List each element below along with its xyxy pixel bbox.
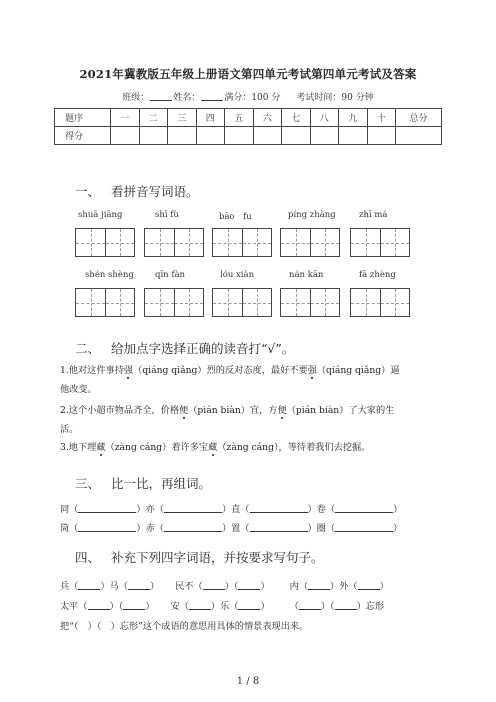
- word-row: 同（ ）亦（ ）直（ ）卷（ ）: [60, 504, 403, 515]
- score-cell: 五: [225, 109, 254, 127]
- answer-blank[interactable]: [335, 601, 357, 610]
- section-title: 比一比，再组词。: [111, 476, 212, 491]
- exam-time: 考试时间：90 分钟: [296, 93, 374, 103]
- score-cell: 九: [339, 109, 368, 127]
- dotted-char: 便: [179, 405, 189, 416]
- score-cell[interactable]: [282, 127, 311, 145]
- section-number: 一、: [75, 184, 101, 199]
- score-cell[interactable]: [168, 127, 197, 145]
- answer-blank[interactable]: [358, 581, 380, 590]
- dotted-char: 强: [307, 365, 317, 376]
- answer-blank[interactable]: [250, 523, 308, 532]
- score-cell[interactable]: [253, 127, 282, 145]
- pinyin-label: shuā jiāng: [78, 210, 123, 220]
- score-cell: 总分: [396, 109, 442, 127]
- dotted-char: 便: [277, 405, 287, 416]
- page-number: 1 / 8: [236, 676, 260, 687]
- score-cell: 二: [139, 109, 168, 127]
- writing-grid[interactable]: [350, 228, 410, 257]
- score-table: [54, 108, 442, 145]
- question-line: 3.地下埋藏（zàng cáng）着许多宝藏（zàng cáng），等待着我们去挖掘。: [60, 442, 371, 453]
- class-label: 班级：: [122, 93, 150, 103]
- page-title: 2021年冀教版五年级上册语文第四单元考试第四单元考试及答案: [79, 67, 417, 81]
- answer-blank[interactable]: [299, 601, 321, 610]
- idiom-row: 太平（ ）（ ） 安（ ）乐（ ） （ ）（ ）忘形: [60, 601, 385, 612]
- question-line: 他改变。: [60, 384, 97, 395]
- writing-grid[interactable]: [75, 228, 135, 257]
- score-cell[interactable]: [367, 127, 396, 145]
- section-3-heading: [75, 474, 211, 492]
- answer-blank[interactable]: [123, 601, 145, 610]
- score-cell: 一: [111, 109, 140, 127]
- name-blank: [201, 92, 223, 101]
- pinyin-label: fā zhèng: [359, 270, 396, 280]
- pinyin-label: bāo fu: [219, 212, 252, 222]
- score-cell: 七: [282, 109, 311, 127]
- answer-blank[interactable]: [203, 581, 225, 590]
- question-line: 1.他对这件事持强（qiáng qiǎng）烈的反对态度，最好不要强（qiáng qiǎng）逼: [60, 365, 400, 376]
- exam-info: [0, 90, 496, 103]
- writing-grid[interactable]: [280, 288, 340, 317]
- answer-blank[interactable]: [189, 601, 211, 610]
- writing-grid[interactable]: [350, 288, 410, 317]
- section-2-heading: [75, 339, 294, 357]
- question-line: 活。: [60, 424, 79, 435]
- answer-blank[interactable]: [335, 504, 393, 513]
- name-label: 姓名：: [173, 93, 201, 103]
- pinyin-label: shī fù: [155, 210, 179, 220]
- score-cell: 题序: [55, 109, 111, 127]
- section-title: 看拼音写词语。: [111, 184, 199, 199]
- score-cell: 十: [367, 109, 396, 127]
- section-4-heading: [75, 548, 324, 566]
- answer-blank[interactable]: [238, 581, 260, 590]
- pinyin-label: lóu xiàn: [220, 270, 255, 280]
- section-number: 二、: [75, 341, 101, 356]
- section-number: 四、: [75, 550, 101, 565]
- score-cell[interactable]: [196, 127, 225, 145]
- answer-blank[interactable]: [164, 523, 222, 532]
- dotted-char: 藏: [96, 442, 106, 453]
- question-line: 把“（ ）（ ）忘形”这个成语的意思用具体的情景表现出来。: [60, 621, 309, 632]
- answer-blank[interactable]: [88, 601, 110, 610]
- section-number: 三、: [75, 476, 101, 491]
- score-header-row: [55, 109, 442, 127]
- answer-blank[interactable]: [128, 581, 150, 590]
- score-cell[interactable]: [225, 127, 254, 145]
- score-cell: 三: [168, 109, 197, 127]
- score-cell[interactable]: [396, 127, 442, 145]
- answer-blank[interactable]: [308, 581, 330, 590]
- answer-blank[interactable]: [78, 504, 136, 513]
- answer-blank[interactable]: [250, 504, 308, 513]
- score-cell[interactable]: [310, 127, 339, 145]
- answer-blank[interactable]: [78, 581, 100, 590]
- answer-blank[interactable]: [238, 601, 260, 610]
- pinyin-label: píng zhàng: [288, 210, 336, 220]
- idiom-row: 兵（ ）马（ ） 民不（ ）（ ） 内（ ）外（ ）: [60, 581, 389, 592]
- writing-grid[interactable]: [280, 228, 340, 257]
- writing-grid[interactable]: [212, 288, 272, 317]
- section-1-heading: [75, 182, 199, 200]
- writing-grid[interactable]: [212, 228, 272, 257]
- score-cell[interactable]: [339, 127, 368, 145]
- score-cell: 八: [310, 109, 339, 127]
- writing-grid[interactable]: [75, 288, 135, 317]
- dotted-char: 藏: [208, 442, 218, 453]
- section-title: 给加点字选择正确的读音打“√”。: [111, 341, 295, 356]
- question-line: 2.这个小超市物品齐全，价格便（pián biàn）宜，方便（pián biàn）了大家的生: [60, 405, 395, 416]
- answer-blank[interactable]: [78, 523, 136, 532]
- score-value-row: [55, 127, 442, 145]
- score-cell: 六: [253, 109, 282, 127]
- class-blank: [150, 92, 172, 101]
- score-cell: 四: [196, 109, 225, 127]
- pinyin-label: shén shèng: [85, 270, 134, 280]
- answer-blank[interactable]: [335, 523, 393, 532]
- score-cell[interactable]: [139, 127, 168, 145]
- pinyin-label: qīn fàn: [155, 270, 186, 280]
- word-row: 筒（ ）赤（ ）置（ ）圈（ ）: [60, 523, 403, 534]
- answer-blank[interactable]: [164, 504, 222, 513]
- section-title: 补充下列四字词语，并按要求写句子。: [111, 550, 324, 565]
- pinyin-label: zhī má: [359, 210, 388, 220]
- score-cell[interactable]: [111, 127, 140, 145]
- writing-grid[interactable]: [144, 288, 204, 317]
- score-cell: 得分: [55, 127, 111, 145]
- full-score: 满分：100 分: [224, 93, 281, 103]
- dotted-char: 强: [123, 365, 134, 376]
- writing-grid[interactable]: [144, 228, 204, 257]
- pinyin-label: nán kān: [289, 270, 324, 280]
